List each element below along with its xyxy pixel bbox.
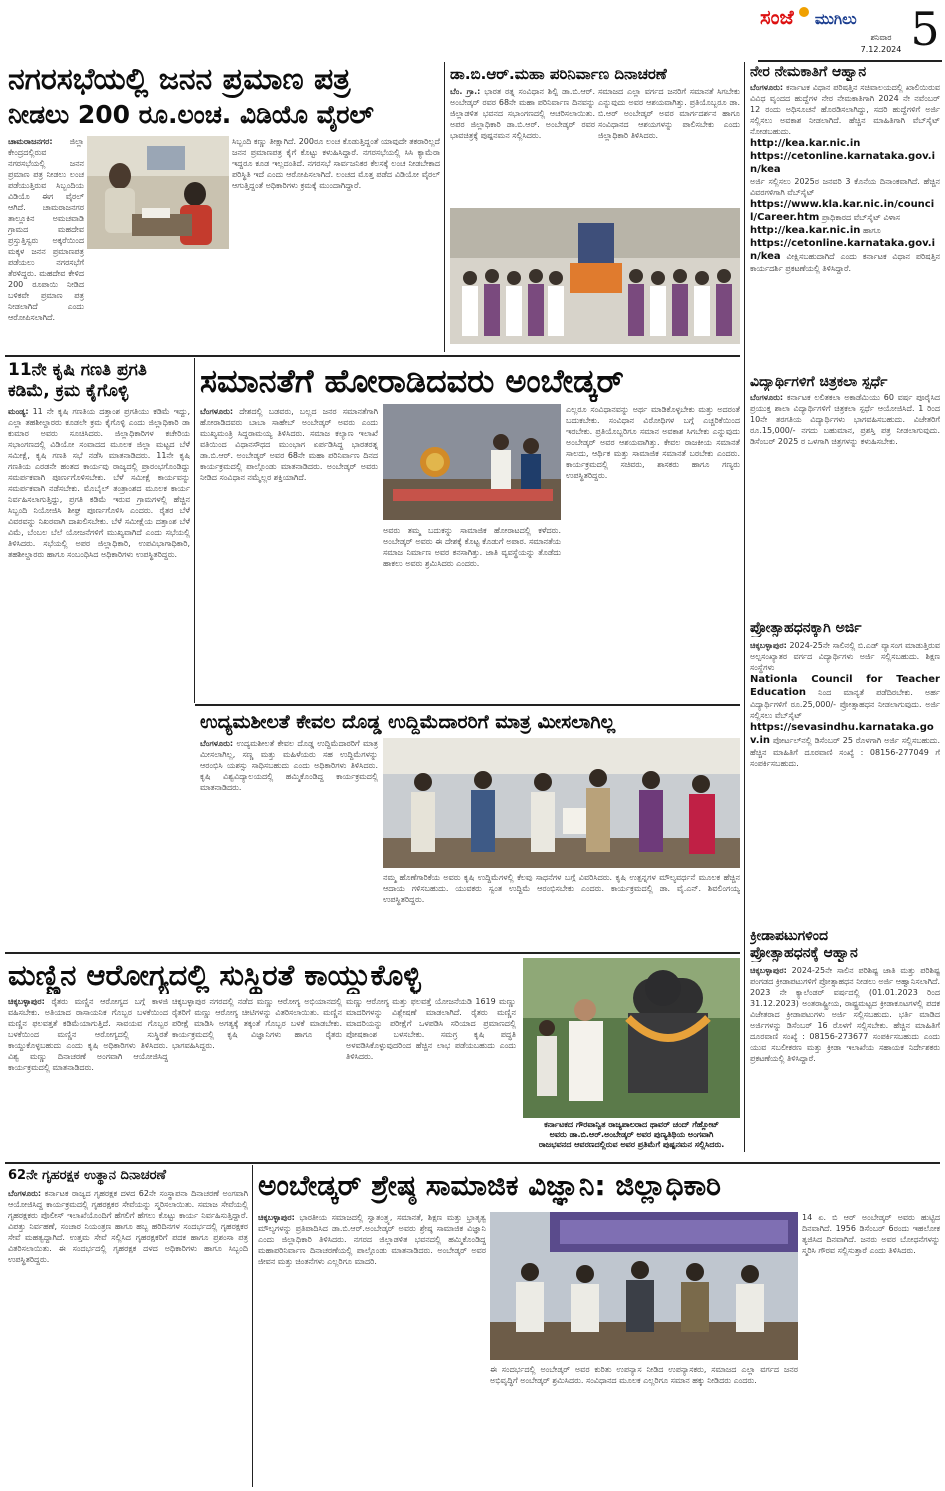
- samanate-headline: ಸಮಾನತೆಗೆ ಹೋರಾಡಿದವರು ಅಂಬೇಡ್ಕರ್: [200, 362, 624, 400]
- mannu-dateline: ಚಿಕ್ಕಬಳ್ಳಾಪುರ:: [8, 997, 45, 1006]
- parinirvana-dateline: ಬೆಂ. ಗ್ರಾ.:: [450, 87, 481, 96]
- mannu-text-2: ಚಿಕ್ಕಬಳ್ಳಾಪುರ ನಗರದಲ್ಲಿ ನಡೆದ ಮಣ್ಣು ಆರೋಗ್ಯ ಅಭಿಯಾನದಲ್ಲಿ ರೈತರಿಗೆ ಮಣ್ಣು ಆರೋಗ್ಯ ಚೀಟಿಗಳನ್ನು ವಿತರಿಸಲಾಯಿತು. ಮಣ್ಣಿನ ಪರೀಕ್ಷೆ ಮಾಡಿಸಿ ಅಗತ್ಯಕ್ಕೆ ತಕ್ಕಂತೆ ಗೊಬ್ಬರ ಬಳಕೆ ಮಾಡಬೇಕು. ಕಾರ್ಯಕ್ರಮದಲ್ಲಿ ಕೃಷಿ ವಿಜ್ಞಾನಿಗಳು ಹಾಗೂ ರೈತರು ಭಾಗವಹಿಸಿದ್ದರು.: [172, 997, 342, 1050]
- recruit-link-3[interactable]: https://www.kla.kar.nic.in/council/Career.htm: [750, 199, 935, 223]
- mannu-caption-1: ಕರ್ನಾಟಕದ ಗೌರವಾನ್ವಿತ ರಾಜ್ಯಪಾಲರಾದ ಥಾವರ್ ಚಂದ್ ಗೆಹ್ಲೋಟ್: [544, 1120, 719, 1129]
- samanate-body-2: [383, 525, 561, 702]
- sports-title-2: ಪ್ರೋತ್ಸಾಹಧನಕ್ಕೆ ಆಹ್ವಾನ: [750, 945, 858, 961]
- recruit-text: ಕರ್ನಾಟಕ ವಿಧಾನ ಪರಿಷತ್ತಿನ ಸಚಿವಾಲಯದಲ್ಲಿ ಖಾಲಿಯಿರುವ ವಿವಿಧ ವೃಂದದ ಹುದ್ದೆಗಳ ನೇರ ನೇಮಕಾತಿಗಾಗಿ 2024 ನೇ ನವೆಂಬರ್ 12 ರಂದು ಅಧಿಸೂಚನೆ ಹೊರಡಿಸಲಾಗಿದ್ದು, ಸದರಿ ಹುದ್ದೆಗಳಿಗೆ ಅರ್ಜಿ ಸಲ್ಲಿಸಲು ಅವಕಾಶ ನೀಡಲಾಗಿದೆ. ಹೆಚ್ಚಿನ ಮಾಹಿತಿಗಾಗಿ ವೆಬ್‌ಸೈಟ್ ನೋಡಬಹುದು.: [750, 83, 940, 136]
- divider: [5, 355, 740, 357]
- recruit-text-5: ವೀಕ್ಷಿಸಬಹುದಾಗಿದೆ ಎಂದು ಕರ್ನಾಟಕ ವಿಧಾನ ಪರಿಷತ್ತಿನ ಕಾರ್ಯದರ್ಶಿ ಪ್ರಕಟಣೆಯಲ್ಲಿ ತಿಳಿಸಿದ್ದಾರೆ.: [750, 252, 940, 273]
- mannu-headline: ಮಣ್ಣಿನ ಆರೋಗ್ಯದಲ್ಲಿ ಸುಸ್ಥಿರತೆ ಕಾಯ್ದುಕೊಳ್ಳಿ: [8, 958, 421, 992]
- divider: [252, 1165, 253, 1487]
- drawing-body: [750, 392, 940, 620]
- mannu-caption-3: ರಾಜಭವನದ ಆವರಣದಲ್ಲಿರುವ ಅವರ ಪ್ರತಿಮೆಗೆ ಪುಷ್ಪನಮನ ಸಲ್ಲಿಸಿದರು.: [538, 1140, 725, 1149]
- masthead: [758, 3, 942, 59]
- incentive-text-2: ನಿಂದ ಮಾನ್ಯತೆ ಪಡೆದಿರಬೇಕು. ಅರ್ಹ ವಿದ್ಯಾರ್ಥಿಗಳಿಗೆ ರೂ.25,000/- ಪ್ರೋತ್ಸಾಹಧನ ನೀಡಲಾಗುವುದು. ಅರ್ಜಿ ಸಲ್ಲಿಸಲು ವೆಬ್‌ಸೈಟ್: [750, 688, 940, 720]
- krishi-headline-2: ಕಡಿಮೆ, ಕ್ರಮ ಕೈಗೊಳ್ಳಿ: [8, 381, 129, 401]
- udyama-body-1: [200, 738, 378, 950]
- samanate-text-2: ಅವರು ತಮ್ಮ ಬದುಕನ್ನು ಸಾಮಾಜಿಕ ಹೋರಾಟದಲ್ಲಿ ಕಳೆದರು. ಅಂಬೇಡ್ಕರ್ ಅವರು ಈ ದೇಶಕ್ಕೆ ಕೊಟ್ಟ ಕೊಡುಗೆ ಅಪಾರ. ಸಮಾನತೆಯ ಸಮಾಜ ನಿರ್ಮಾಣ ಅವರ ಕನಸಾಗಿತ್ತು. ಜಾತಿ ವ್ಯವಸ್ಥೆಯನ್ನು ತೊಡೆದು ಹಾಕಲು ಅವರು ಶ್ರಮಿಸಿದರು ಎಂದರು.: [383, 526, 561, 568]
- udyama-text-2: ನಮ್ಮ ಹೊಣೆಗಾರಿಕೆಯ ಅವರು ಕೃಷಿ ಉದ್ದಿಮೆಗಳಲ್ಲಿ ಕೆಲವು ಸಾಧನೆಗಳ ಬಗ್ಗೆ ವಿವರಿಸಿದರು. ಕೃಷಿ ಉತ್ಪನ್ನಗಳ ಮೌಲ್ಯವರ್ಧನೆ ಮೂಲಕ ಹೆಚ್ಚಿನ ಆದಾಯ ಗಳಿಸಬಹುದು. ಯುವಕರು ಸ್ವಂತ ಉದ್ದಿಮೆ ಆರಂಭಿಸಬೇಕು ಎಂದರು. ಕಾರ್ಯಕ್ರಮದಲ್ಲಿ ಡಾ. ವೈ.ಎನ್. ಶಿವಲಿಂಗಯ್ಯ ಉಪಸ್ಥಿತರಿದ್ದರು.: [383, 873, 740, 904]
- recruit-link-5[interactable]: https://cetonline.karnataka.gov.in/kea: [750, 238, 936, 262]
- certificate-body-2: [232, 136, 440, 341]
- udyama-text-1: ಉದ್ಯಮಶೀಲತೆ ಕೇವಲ ದೊಡ್ಡ ಉದ್ದಿಮೆದಾರರಿಗೆ ಮಾತ್ರ ಮೀಸಲಾಗಿಲ್ಲ, ಸಣ್ಣ ಮತ್ತು ಮಹಿಳೆಯರು ಸಹ ಉದ್ದಿಮೆಗಳನ್ನು ಆರಂಭಿಸಿ ಯಶಸ್ಸು ಸಾಧಿಸಬಹುದು ಎಂದು ಅಧಿಕಾರಿಗಳು ತಿಳಿಸಿದರು. ಕೃಷಿ ವಿಶ್ವವಿದ್ಯಾಲಯದಲ್ಲಿ ಹಮ್ಮಿಕೊಂಡಿದ್ದ ಕಾರ್ಯಕ್ರಮದಲ್ಲಿ ಮಾತನಾಡಿದರು.: [200, 739, 378, 792]
- sports-body: [750, 965, 940, 1160]
- incentive-link-sevasindhu[interactable]: https://sevasindhu.karnataka.gov.in: [750, 722, 934, 746]
- certificate-text-1: ಜಿಲ್ಲಾ ಕೇಂದ್ರದಲ್ಲಿರುವ ನಗರಸಭೆಯಲ್ಲಿ ಜನನ ಪ್ರಮಾಣ ಪತ್ರ ನೀಡಲು ಲಂಚ ಪಡೆಯುತ್ತಿರುವ ಸಿಬ್ಬಂದಿಯ ವಿಡಿಯೊ ಈಗ ವೈರಲ್ ಆಗಿದೆ. ಚಾಮರಾಜನಗರ ತಾಲ್ಲೂಕಿನ ಅಮಚವಾಡಿ ಗ್ರಾಮದ ಮಹದೇವ ಪ್ರಸ್ತುತ್ತಿಸ್ವರು ಅಕ್ಕರೆಯಿಂದ ಮಕ್ಕಳ ಜನನ ಪ್ರಮಾಣಪತ್ರ ಪಡೆಯಲು ನಗರಸಭೆಗೆ ತೆರಳಿದ್ದರು. ಮಹದೇವ ಕೇಳಿದ 200 ರೂಪಾಯಿ ನೀಡಿದ ಬಳಿಕವೇ ಪ್ರಮಾಣ ಪತ್ರ ನೀಡಲಾಗಿದೆ ಎಂದು ಆರೋಪಿಸಲಾಗಿದೆ.: [8, 137, 84, 322]
- samanate-photo: [383, 404, 561, 520]
- udyama-body-2: [383, 872, 740, 950]
- krishi-dateline: ಮಂಡ್ಯ:: [8, 407, 29, 416]
- logo-mugilu: ಮುಗಿಲು: [814, 10, 857, 28]
- vijnani-body-1: [258, 1212, 486, 1488]
- page-number: 5: [910, 3, 940, 56]
- sports-title-1: ಕ್ರೀಡಾಪಟುಗಳಿಂದ: [750, 928, 829, 944]
- udyama-headline: ಉದ್ಯಮಶೀಲತೆ ಕೇವಲ ದೊಡ್ಡ ಉದ್ದಿಮೆದಾರರಿಗೆ ಮಾತ್ರ ಮೀಸಲಾಗಿಲ್ಲ: [200, 711, 616, 733]
- vijnani-text-1: ಭಾರತೀಯ ಸಮಾಜದಲ್ಲಿ ಸ್ವಾತಂತ್ರ್ಯ, ಸಮಾನತೆ, ಶಿಕ್ಷಣ ಮತ್ತು ಭ್ರಾತೃತ್ವ ಮೌಲ್ಯಗಳನ್ನು ಪ್ರತಿಪಾದಿಸಿದ ಡಾ.ಬಿ.ಆರ್.ಅಂಬೇಡ್ಕರ್ ಅವರು ಶ್ರೇಷ್ಠ ಸಾಮಾಜಿಕ ವಿಜ್ಞಾನಿ ಎಂದು ಜಿಲ್ಲಾಧಿಕಾರಿ ತಿಳಿಸಿದರು. ನಗರದ ಜಿಲ್ಲಾಡಳಿತ ಭವನದಲ್ಲಿ ಹಮ್ಮಿಕೊಂಡಿದ್ದ ಮಹಾಪರಿನಿರ್ವಾಣ ದಿನಾಚರಣೆಯಲ್ಲಿ ಪಾಲ್ಗೊಂಡು ಮಾತನಾಡಿದರು. ಅಂಬೇಡ್ಕರ್ ಅವರ ಜೀವನ ಮತ್ತು ಚಿಂತನೆಗಳು ಎಲ್ಲರಿಗೂ ಮಾದರಿ.: [258, 1213, 486, 1266]
- issue-date: 7.12.2024: [860, 45, 902, 54]
- recruit-link-2[interactable]: https://cetonline.karnataka.gov.in/kea: [750, 151, 936, 175]
- mannu-photo: [523, 958, 740, 1118]
- group-photo-image: [450, 208, 740, 344]
- statue-garlanding-image: [383, 404, 561, 520]
- krishi-headline-1: 11ನೇ ಕೃಷಿ ಗಣತಿ ಪ್ರಗತಿ: [8, 360, 147, 380]
- vijnani-headline: ಅಂಬೇಡ್ಕರ್ ಶ್ರೇಷ್ಠ ಸಾಮಾಜಿಕ ವಿಜ್ಞಾನಿ: ಜಿಲ್ಲಾಧಿಕಾರಿ: [258, 1169, 721, 1202]
- vijnani-body-2: [490, 1364, 798, 1488]
- parinirvana-text-1: ಭಾರತ ರತ್ನ ಸಂವಿಧಾನ ಶಿಲ್ಪಿ ಡಾ.ಬಿ.ಆರ್. ಅಂಬೇಡ್ಕರ್ ರವರ 68ನೇ ಮಹಾ ಪರಿನಿರ್ವಾಣ ದಿನವನ್ನು ಜಿಲ್ಲಾಡಳಿತ ಭವನದ ಸಭಾಂಗಣದಲ್ಲಿ ಆಚರಿಸಲಾಯಿತು. ಅಪರ ಜಿಲ್ಲಾಧಿಕಾರಿ ಡಾ.ಬಿ.ಆರ್. ಅಂಬೇಡ್ಕರ್ ರವರ ಭಾವಚಿತ್ರಕ್ಕೆ ಪುಷ್ಪನಮನ ಸಲ್ಲಿಸಿದರು.: [450, 87, 595, 140]
- gruha-text: ಕರ್ನಾಟಕ ರಾಜ್ಯದ ಗೃಹರಕ್ಷಕ ದಳದ 62ನೇ ಸಂಸ್ಥಾಪನಾ ದಿನಾಚರಣೆ ಅಂಗವಾಗಿ ಆಯೋಜಿಸಿದ್ದ ಕಾರ್ಯಕ್ರಮದಲ್ಲಿ ಗೃಹರಕ್ಷಕರ ಸೇವೆಯನ್ನು ಸ್ಮರಿಸಲಾಯಿತು. ಸಮಾಜ ಸೇವೆಯಲ್ಲಿ ಗೃಹರಕ್ಷಕರು ಪೊಲೀಸ್ ಇಲಾಖೆಯೊಂದಿಗೆ ಹೆಗಲಿಗೆ ಹೆಗಲು ಕೊಟ್ಟು ಕಾರ್ಯ ನಿರ್ವಹಿಸುತ್ತಿದ್ದಾರೆ. ವಿಪತ್ತು ನಿರ್ವಹಣೆ, ಸಂಚಾರ ನಿಯಂತ್ರಣ ಹಾಗೂ ಹಬ್ಬ ಹರಿದಿನಗಳ ಸಂದರ್ಭದಲ್ಲಿ ಗೃಹರಕ್ಷಕರ ಸೇವೆ ಮಹತ್ವದ್ದಾಗಿದೆ. ಉತ್ತಮ ಸೇವೆ ಸಲ್ಲಿಸಿದ ಗೃಹರಕ್ಷಕರಿಗೆ ಪದಕ ಹಾಗೂ ಪ್ರಶಂಸಾ ಪತ್ರ ವಿತರಿಸಲಾಯಿತು. ಈ ಸಂದರ್ಭದಲ್ಲಿ ಗೃಹರಕ್ಷಕ ದಳದ ಅಧಿಕಾರಿಗಳು ಹಾಗೂ ಸಿಬ್ಬಂದಿ ಉಪಸ್ಥಿತರಿದ್ದರು.: [8, 1189, 248, 1264]
- recruit-body: [750, 82, 940, 372]
- vijnani-body-3: [802, 1212, 940, 1488]
- mannu-body-3: [346, 996, 516, 1156]
- vijnani-photo: [490, 1212, 798, 1360]
- certificate-text-2: ಸಿಬ್ಬಂದಿ ಕಣ್ಣು ತೀಕ್ಷಾಗಿದೆ. 200ರೂ ಲಂಚ ಕೊಡುತ್ತಿದ್ದಂತೆ ಯಾವುದೇ ತಕರಾರಿಲ್ಲದೆ ಜನನ ಪ್ರಮಾಣಪತ್ರ ಕೈಗೆ ಕೊಟ್ಟು ಕಳುಹಿಸಿದ್ದಾರೆ. ನಗರಸಭೆಯಲ್ಲಿ ಸಿಸಿ ಕ್ಯಾಮೆರಾ ಇದ್ದರೂ ಕೂಡ ಇಲ್ಲದಂತಿದೆ. ನಗರಸಭೆ ಸಾರ್ವಜನಿಕರ ಕೆಲಸಕ್ಕೆ ಲಂಚ ನೀಡಬೇಕಾದ ಪರಿಸ್ಥಿತಿ ಇದೆ ಎಂದು ಆರೋಪಿಸಲಾಗಿದೆ. ಲಂಚದ ಮೊತ್ತ ಪಡೆದ ವಿಡಿಯೋ ವೈರಲ್ ಆಗುತ್ತಿದ್ದಂತೆ ಅಧಿಕಾರಿಗಳು ಕ್ರಮಕ್ಕೆ ಮುಂದಾಗಿದ್ದಾರೆ.: [232, 137, 440, 190]
- certificate-dateline: ಚಾಮರಾಜನಗರ:: [8, 137, 53, 146]
- samanate-text-1: ದೇಶದಲ್ಲಿ ಬಡವರು, ಬಲ್ಲದ ಜನರ ಸಮಾನತೆಗಾಗಿ ಹೋರಾಡಿದವರು ಬಾಬಾ ಸಾಹೇಬ್ ಅಂಬೇಡ್ಕರ್ ಅವರು ಎಂದು ಮುಖ್ಯಮಂತ್ರಿ ಸಿದ್ದರಾಮಯ್ಯ ತಿಳಿಸಿದರು. ಸಮಾಜ ಕಲ್ಯಾಣ ಇಲಾಖೆ ವತಿಯಿಂದ ವಿಧಾನಸೌಧದ ಮುಂಭಾಗ ಏರ್ಪಡಿಸಿದ್ದ ಭಾರತರತ್ನ ಡಾ.ಬಿ.ಆರ್. ಅಂಬೇಡ್ಕರ್ ಅವರ 68ನೇ ಮಹಾ ಪರಿನಿರ್ವಾಣ ದಿನದ ಕಾರ್ಯಕ್ರಮದಲ್ಲಿ ಪಾಲ್ಗೊಂಡು ಮಾತನಾಡಿದರು. ಅಂಬೇಡ್ಕರ್ ಅವರು ನೀಡಿದ ಸಂವಿಧಾನ ನಮ್ಮೆಲ್ಲರ ಶಕ್ತಿಯಾಗಿದೆ.: [200, 407, 378, 482]
- drawing-text: ಕರ್ನಾಟಕ ಲಲಿತಕಲಾ ಅಕಾಡೆಮಿಯು 60 ವರ್ಷ ಪೂರೈಸಿದ ಪ್ರಯುಕ್ತ ಶಾಲಾ ವಿದ್ಯಾರ್ಥಿಗಳಿಗೆ ಚಿತ್ರಕಲಾ ಸ್ಪರ್ಧೆ ಆಯೋಜಿಸಿದೆ. 1 ರಿಂದ 10ನೇ ತರಗತಿಯ ವಿದ್ಯಾರ್ಥಿಗಳು ಭಾಗವಹಿಸಬಹುದು. ವಿಜೇತರಿಗೆ ರೂ.15,000/- ನಗದು ಬಹುಮಾನ, ಪ್ರಶಸ್ತಿ ಪತ್ರ ನೀಡಲಾಗುವುದು. ಡಿಸೆಂಬರ್ 2025 ರ ಒಳಗಾಗಿ ಚಿತ್ರಗಳನ್ನು ಕಳುಹಿಸಬೇಕು.: [750, 393, 940, 446]
- sun-icon: [799, 7, 809, 17]
- gruha-body: [8, 1188, 248, 1488]
- masthead-divider: [758, 60, 942, 62]
- certificate-headline-2: ನೀಡಲು 200 ರೂ.ಲಂಚ. ವಿಡಿಯೊ ವೈರಲ್: [8, 100, 374, 129]
- sports-dateline: ಚಿಕ್ಕಬಳ್ಳಾಪುರ:: [750, 966, 787, 975]
- parinirvana-headline: ಡಾ.ಬಿ.ಆರ್.ಮಹಾ ಪರಿನಿರ್ವಾಣ ದಿನಾಚರಣೆ: [450, 65, 667, 83]
- recruit-link-1[interactable]: http://kea.kar.nic.in: [750, 138, 861, 149]
- incentive-title: ಪ್ರೋತ್ಸಾಹಧನಕ್ಕಾಗಿ ಅರ್ಜಿ: [750, 620, 862, 636]
- incentive-text-3: ಪೋರ್ಟಲ್‌ನಲ್ಲಿ ಡಿಸೆಂಬರ್ 25 ರೊಳಗಾಗಿ ಅರ್ಜಿ ಸಲ್ಲಿಸಬಹುದು. ಹೆಚ್ಚಿನ ಮಾಹಿತಿಗೆ ದೂರವಾಣಿ ಸಂಖ್ಯೆ : 08156-277049 ಗೆ ಸಂಪರ್ಕಿಸಬಹುದು.: [750, 736, 940, 768]
- krishi-body: [8, 406, 190, 702]
- parinirvana-body-1: [450, 86, 595, 206]
- certificate-headline-1: ನಗರಸಭೆಯಲ್ಲಿ ಜನನ ಪ್ರಮಾಣ ಪತ್ರ: [8, 62, 351, 97]
- mannu-caption: [523, 1120, 740, 1156]
- incentive-text: 2024-25ನೇ ಸಾಲಿನಲ್ಲಿ ಬಿ.ಎಡ್ ವ್ಯಾಸಂಗ ಮಾಡುತ್ತಿರುವ ಅಲ್ಪಸಂಖ್ಯಾತರ ವರ್ಗದ ವಿದ್ಯಾರ್ಥಿಗಳು ಅರ್ಜಿ ಸಲ್ಲಿಸಬಹುದು. ಶಿಕ್ಷಣ ಸಂಸ್ಥೆಗಳು: [750, 641, 940, 672]
- parinirvana-photo: [450, 208, 740, 344]
- recruit-link-4[interactable]: http://kea.kar.nic.in: [750, 225, 861, 236]
- mannu-body-2: [172, 996, 342, 1156]
- award-ceremony-image: [383, 738, 740, 868]
- samanate-body-1: [200, 406, 378, 702]
- recruit-dateline: ಬೆಂಗಳೂರು:: [750, 83, 784, 92]
- drawing-dateline: ಬೆಂಗಳೂರು:: [750, 393, 784, 402]
- udyama-photo: [383, 738, 740, 868]
- samanate-text-3: ಎಲ್ಲರೂ ಸಂವಿಧಾನವನ್ನು ಅರ್ಥ ಮಾಡಿಕೊಳ್ಳಬೇಕು ಮತ್ತು ಅದರಂತೆ ಬದುಕಬೇಕು. ಸಂವಿಧಾನ ವಿರೋಧಿಗಳ ಬಗ್ಗೆ ಎಚ್ಚರಿಕೆಯಿಂದ ಇರಬೇಕು. ಪ್ರತಿಯೊಬ್ಬರಿಗೂ ಸಮಾನ ಅವಕಾಶ ಸಿಗಬೇಕು ಎನ್ನುವುದು ಅಂಬೇಡ್ಕರ್ ಅವರ ಆಶಯವಾಗಿತ್ತು. ಕೇವಲ ರಾಜಕೀಯ ಸಮಾನತೆ ಸಾಲದು, ಆರ್ಥಿಕ ಮತ್ತು ಸಾಮಾಜಿಕ ಸಮಾನತೆ ಬರಬೇಕು ಎಂದರು. ಕಾರ್ಯಕ್ರಮದಲ್ಲಿ ಸಚಿವರು, ಶಾಸಕರು ಹಾಗೂ ಗಣ್ಯರು ಉಪಸ್ಥಿತರಿದ್ದರು.: [566, 405, 740, 480]
- samanate-dateline: ಬೆಂಗಳೂರು:: [200, 407, 234, 416]
- divider: [5, 1162, 940, 1164]
- sports-text: 2024-25ನೇ ಸಾಲಿನ ಪರಿಶಿಷ್ಟ ಜಾತಿ ಮತ್ತು ಪರಿಶಿಷ್ಟ ಪಂಗಡದ ಕ್ರೀಡಾಪಟುಗಳಿಗೆ ಪ್ರೋತ್ಸಾಹಧನ ನೀಡಲು ಅರ್ಜಿ ಆಹ್ವಾನಿಸಲಾಗಿದೆ. 2023 ನೇ ಕ್ಯಾಲೆಂಡರ್ ವರ್ಷದಲ್ಲಿ (01.01.2023 ರಿಂದ 31.12.2023) ಅಂತರಾಷ್ಟ್ರೀಯ, ರಾಷ್ಟ್ರಮಟ್ಟದ ಕ್ರೀಡಾಕೂಟಗಳಲ್ಲಿ ಪದಕ ವಿಜೇತರಾದ ಕ್ರೀಡಾಪಟುಗಳು ಅರ್ಜಿ ಸಲ್ಲಿಸಬಹುದು. ಭರ್ತಿ ಮಾಡಿದ ಅರ್ಜಿಗಳನ್ನು ಡಿಸೆಂಬರ್ 16 ರೊಳಗೆ ಸಲ್ಲಿಸಬೇಕು. ಹೆಚ್ಚಿನ ಮಾಹಿತಿಗೆ ದೂರವಾಣಿ ಸಂಖ್ಯೆ : 08156-273677 ಸಂಪರ್ಕಿಸಬಹುದು ಎಂದು ಯುವ ಸಬಲೀಕರಣ ಮತ್ತು ಕ್ರೀಡಾ ಇಲಾಖೆಯ ಸಹಾಯಕ ನಿರ್ದೇಶಕರು ಪ್ರಕಟಣೆಯಲ್ಲಿ ತಿಳಿಸಿದ್ದಾರೆ.: [750, 966, 940, 1063]
- mannu-text-1: ರೈತರು ಮಣ್ಣಿನ ಆರೋಗ್ಯದ ಬಗ್ಗೆ ಕಾಳಜಿ ವಹಿಸಬೇಕು. ಅತಿಯಾದ ರಾಸಾಯನಿಕ ಗೊಬ್ಬರ ಬಳಕೆಯಿಂದ ಮಣ್ಣಿನ ಫಲವತ್ತತೆ ಕಡಿಮೆಯಾಗುತ್ತಿದೆ. ಸಾವಯವ ಗೊಬ್ಬರ ಬಳಕೆಯಿಂದ ಮಣ್ಣಿನ ಆರೋಗ್ಯದಲ್ಲಿ ಸುಸ್ಥಿರತೆ ಕಾಯ್ದುಕೊಳ್ಳಬಹುದು ಎಂದು ಕೃಷಿ ಅಧಿಕಾರಿಗಳು ತಿಳಿಸಿದರು. ವಿಶ್ವ ಮಣ್ಣು ದಿನಾಚರಣೆ ಅಂಗವಾಗಿ ಆಯೋಜಿಸಿದ್ದ ಕಾರ್ಯಕ್ರಮದಲ್ಲಿ ಮಾತನಾಡಿದರು.: [8, 997, 168, 1072]
- drawing-title: ವಿದ್ಯಾರ್ಥಿಗಳಿಗೆ ಚಿತ್ರಕಲಾ ಸ್ಪರ್ಧೆ: [750, 374, 888, 390]
- district-event-image: [490, 1212, 798, 1360]
- udyama-dateline: ಬೆಂಗಳೂರು:: [200, 739, 234, 748]
- recruit-text-4: ಹಾಗೂ: [862, 226, 881, 235]
- gruha-dateline: ಬೆಂಗಳೂರು:: [8, 1189, 42, 1198]
- vijnani-text-2: ಈ ಸಂದರ್ಭದಲ್ಲಿ ಅಂಬೇಡ್ಕರ್ ಅವರ ಕುರಿತು ಉಪನ್ಯಾಸ ನೀಡಿದ ಉಪನ್ಯಾಸಕರು, ಸಮಾಜದ ಎಲ್ಲಾ ವರ್ಗದ ಜನರ ಅಭಿವೃದ್ಧಿಗೆ ಅಂಬೇಡ್ಕರ್ ಶ್ರಮಿಸಿದರು. ಸಂವಿಧಾನದ ಮೂಲಕ ಎಲ್ಲರಿಗೂ ಸಮಾನ ಹಕ್ಕು ನೀಡಿದರು ಎಂದರು.: [490, 1365, 798, 1385]
- logo: [760, 5, 910, 33]
- logo-sanje: ಸಂಜೆ: [760, 5, 794, 29]
- incentive-link-ncte[interactable]: Nationla Council for Teacher Education: [750, 674, 940, 698]
- certificate-photo: [87, 136, 229, 249]
- office-scene-image: [87, 136, 229, 249]
- mannu-text-3: ಮಣ್ಣು ಆರೋಗ್ಯ ಮತ್ತು ಫಲವತ್ತೆ ಯೋಜನೆಯಡಿ 1619 ಮಣ್ಣು ಮಾದರಿಗಳನ್ನು ವಿಶ್ಲೇಷಣೆ ಮಾಡಲಾಗಿದೆ. ರೈತರು ಮಣ್ಣಿನ ಮಾದರಿಯನ್ನು ಪರೀಕ್ಷೆಗೆ ಒಳಪಡಿಸಿ ಸರಿಯಾದ ಪ್ರಮಾಣದಲ್ಲಿ ಪೋಷಕಾಂಶ ಬಳಸಬೇಕು. ಸಮಗ್ರ ಕೃಷಿ ಪದ್ಧತಿ ಅಳವಡಿಸಿಕೊಳ್ಳುವುದರಿಂದ ಹೆಚ್ಚಿನ ಲಾಭ ಪಡೆಯಬಹುದು ಎಂದು ತಿಳಿಸಿದರು.: [346, 997, 516, 1061]
- certificate-body-1: [8, 136, 84, 341]
- divider: [744, 62, 745, 1152]
- mannu-caption-2: ಅವರು ಡಾ.ಬಿ.ಆರ್.ಅಂಬೇಡ್ಕರ್ ಅವರ ಪುಣ್ಯತಿಥಿಯ ಅಂಗವಾಗಿ: [549, 1130, 714, 1139]
- vijnani-dateline: ಚಿಕ್ಕಬಳ್ಳಾಪುರ:: [258, 1213, 295, 1222]
- divider: [195, 704, 740, 706]
- parinirvana-text-2: ಸಮಾಜದ ಎಲ್ಲಾ ವರ್ಗದ ಜನರಿಗೆ ಸಮಾನತೆ ಸಿಗಬೇಕು ಎನ್ನುವುದು ಅವರ ಆಶಯವಾಗಿತ್ತು. ಪ್ರತಿಯೊಬ್ಬರೂ ಡಾ. ಬಿ.ಆರ್ ಅಂಬೇಡ್ಕರ್ ಅವರ ಮಾರ್ಗದರ್ಶನ ಹಾಗೂ ಸಂವಿಧಾನದ ಆಶಯಗಳನ್ನು ಪಾಲಿಸಬೇಕು ಎಂದು ಜಿಲ್ಲಾಧಿಕಾರಿ ತಿಳಿಸಿದರು.: [598, 87, 740, 140]
- parinirvana-body-2: [598, 86, 740, 206]
- incentive-body: [750, 640, 940, 926]
- divider: [5, 952, 740, 954]
- issue-day: ಶನಿವಾರ: [870, 33, 892, 42]
- recruit-text-3: ಪ್ರಾಧಿಕಾರದ ವೆಬ್‌ಸೈಟ್ ವಿಳಾಸ: [821, 213, 901, 222]
- governor-statue-image: [523, 958, 740, 1118]
- recruit-title: ನೇರ ನೇಮಕಾತಿಗೆ ಆಹ್ವಾನ: [750, 64, 867, 80]
- gruha-headline: 62ನೇ ಗೃಹರಕ್ಷಕ ಉತ್ಥಾನ ದಿನಾಚರಣೆ: [8, 1168, 166, 1183]
- incentive-dateline: ಚಿಕ್ಕಬಳ್ಳಾಪುರ:: [750, 641, 787, 650]
- divider: [194, 358, 195, 703]
- vijnani-text-3: 14 ಏ. ಬಿ ಆರ್ ಅಂಬೇಡ್ಕರ್ ಅವರು ಹುಟ್ಟಿದ ದಿನವಾಗಿದೆ. 1956 ಡಿಸೆಂಬರ್ 6ರಂದು ಇಹಲೋಕ ತ್ಯಜಿಸಿದ ದಿನವಾಗಿದೆ. ಜನರು ಅವರ ಬೋಧನೆಗಳನ್ನು ಸ್ಮರಿಸಿ ಗೌರವ ಸಲ್ಲಿಸುತ್ತಾರೆ ಎಂದು ತಿಳಿಸಿದರು.: [802, 1213, 940, 1255]
- samanate-body-3: [566, 404, 740, 702]
- recruit-text-2: ಅರ್ಜಿ ಸಲ್ಲಿಸಲು 2025ರ ಜನವರಿ 3 ಕೊನೆಯ ದಿನಾಂಕವಾಗಿದೆ. ಹೆಚ್ಚಿನ ವಿವರಗಳಿಗಾಗಿ ವೆಬ್‌ಸೈಟ್: [750, 177, 940, 197]
- mannu-body-1: [8, 996, 168, 1156]
- divider: [444, 62, 445, 352]
- krishi-text: 11 ನೇ ಕೃಷಿ ಗಣತಿಯ ದತ್ತಾಂಶ ಪ್ರಗತಿಯು ಕಡಿಮೆ ಇದ್ದು, ಎಲ್ಲಾ ತಹಶೀಲ್ದಾರರು ಕೂಡಲೇ ಕ್ರಮ ಕೈಗೊಳ್ಳಿ ಎಂದು ಜಿಲ್ಲಾಧಿಕಾರಿ ಡಾ ಕುಮಾರ ಅವರು ಸೂಚಿಸಿದರು. ಜಿಲ್ಲಾಧಿಕಾರಿಗಳ ಕಚೇರಿಯ ಸಭಾಂಗಣದಲ್ಲಿ ವಿಡಿಯೋ ಸಂವಾದದ ಮೂಲಕ ಜಿಲ್ಲಾ ಮಟ್ಟದ ಬೆಳೆ ಸಮೀಕ್ಷೆ, ಕೃಷಿ ಗಣತಿ ಸಭೆ ನಡೆಸಿ ಮಾತನಾಡಿದರು. 11ನೇ ಕೃಷಿ ಗಣತಿಯ ಎರಡನೇ ಹಂತದ ಕಾರ್ಯವು ರಾಜ್ಯದಲ್ಲಿ ಪ್ರಾರಂಭಗೊಂಡಿದ್ದು ಸಮರ್ಪಕವಾಗಿ ಪೂರ್ಣಗೊಳಿಸಬೇಕು. ಬೆಳೆ ಸಮೀಕ್ಷೆ ಕಾರ್ಯವನ್ನು ಸಮರ್ಪಕವಾಗಿ ನಡೆಸಬೇಕು. ಮೊಬೈಲ್ ತಂತ್ರಾಂಶದ ಮೂಲಕ ಕಾರ್ಯ ನಿರ್ವಹಿಸಲಾಗುತ್ತಿದ್ದು, ಪ್ರಗತಿ ಕಡಿಮೆ ಇರುವ ಗ್ರಾಮಗಳಲ್ಲಿ ಹೆಚ್ಚಿನ ಸಿಬ್ಬಂದಿ ನಿಯೋಜಿಸಿ ಶೀಘ್ರ ಪೂರ್ಣಗೊಳಿಸಿ ಎಂದರು. ರೈತರ ಬೆಳೆ ವಿವರವನ್ನು ನಿಖರವಾಗಿ ದಾಖಲಿಸಬೇಕು. ಬೆಳೆ ಸಮೀಕ್ಷೆಯ ದತ್ತಾಂಶ ಬೆಳೆ ವಿಮೆ, ಬೆಂಬಲ ಬೆಲೆ ಯೋಜನೆಗಳಿಗೆ ಮುಖ್ಯವಾಗಿದೆ ಎಂದು ಸಭೆಯಲ್ಲಿ ತಿಳಿಸಿದರು. ಸಭೆಯಲ್ಲಿ ಅಪರ ಜಿಲ್ಲಾಧಿಕಾರಿ, ಉಪವಿಭಾಗಾಧಿಕಾರಿ, ತಹಶೀಲ್ದಾರರು ಹಾಗೂ ಸಂಬಂಧಿಸಿದ ಅಧಿಕಾರಿಗಳು ಉಪಸ್ಥಿತರಿದ್ದರು.: [8, 407, 190, 559]
